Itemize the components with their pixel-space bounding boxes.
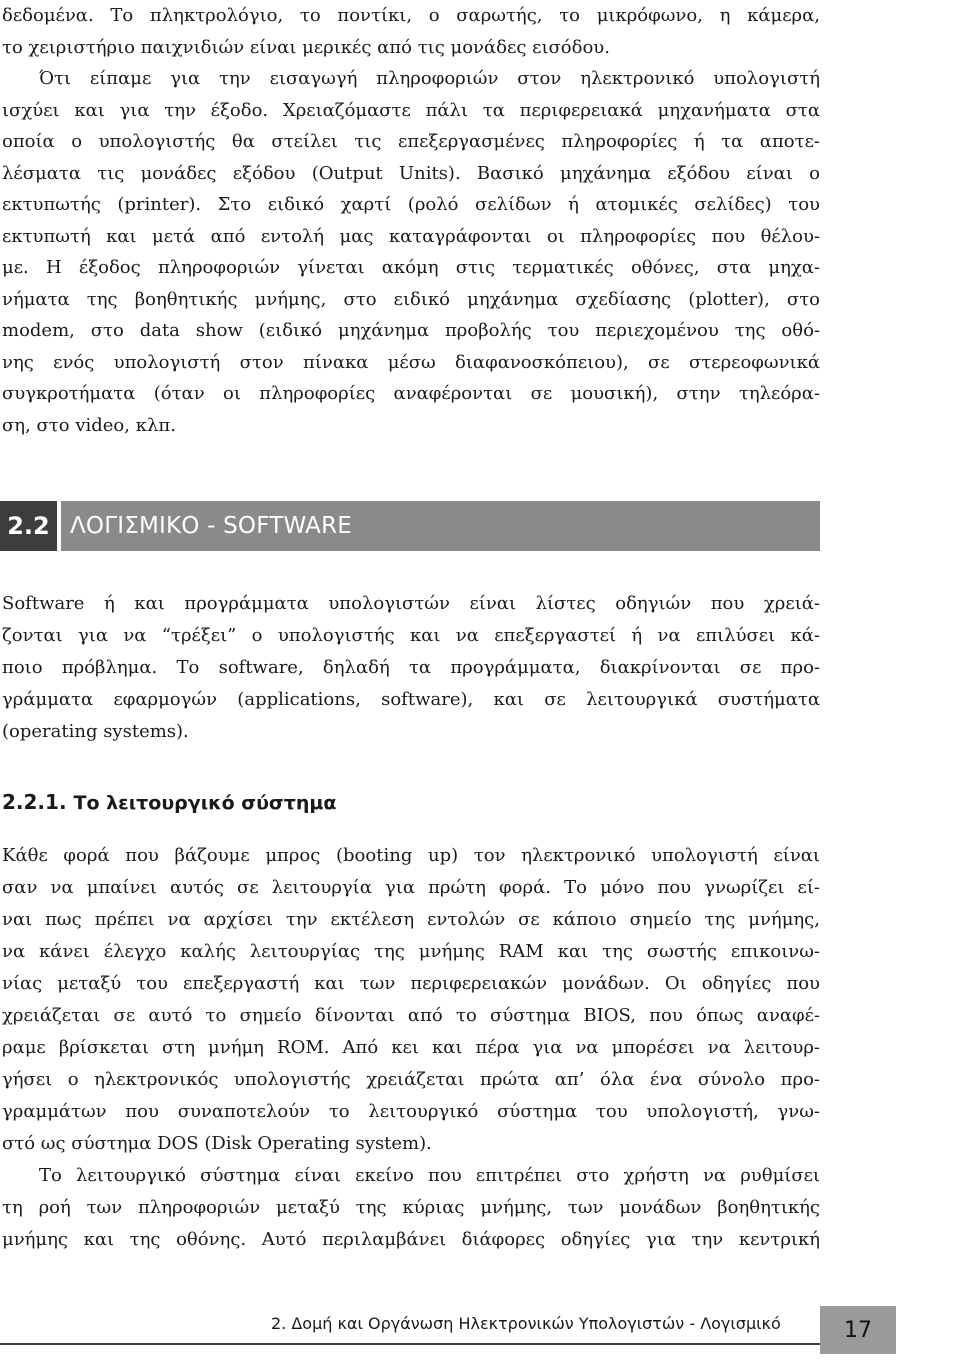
text-line: οποία ο υπολογιστής θα στείλει τις επεξεργασμένες πληροφορίες ή τα αποτε- [2,131,820,152]
text-line: modem, στο data show (ειδικό μηχάνημα προβολής του περιεχομένου της οθό- [2,320,820,341]
text-line: χρειάζεται σε αυτό το σημείο δίνονται από το σύστημα BIOS, που όπως αναφέ- [2,1005,820,1026]
subsection-title: Το λειτουργικό σύστημα [73,792,337,814]
text-line: εκτυπωτή και μετά από εντολή μας καταγράφονται οι πληροφορίες που θέλου- [2,225,820,247]
text-line: Το λειτουργικό σύστημα είναι εκείνο που επιτρέπει στο χρήστη να ρυθμίσει [39,1165,820,1186]
text-line: ποιο πρόβλημα. Το software, δηλαδή τα προγράμματα, διακρίνονται σε προ- [2,657,820,678]
text-line: Software ή και προγράμματα υπολογιστών είναι λίστες οδηγιών που χρειά- [2,593,820,614]
text-line: νίας μεταξύ του επεξεργαστή και των περιφερειακών μονάδων. Οι οδηγίες που [2,973,820,994]
text-line: σαν να μπαίνει αυτός σε λειτουργία για πρώτη φορά. Το μόνο που γνωρίζει εί- [2,877,820,898]
text-line: νης ενός υπολογιστή στον πίνακα μέσω διαφανοσκόπειου), σε στερεοφωνικά [2,351,820,373]
section-heading-bar [0,501,820,551]
text-line: γήσει ο ηλεκτρονικός υπολογιστής χρειάζεται πρώτα απ’ όλα ένα σύνολο προ- [2,1069,820,1090]
subsection-heading [2,790,336,814]
text-line: στό ως σύστημα DOS (Disk Operating system). [2,1133,432,1154]
text-line: Κάθε φορά που βάζουμε μπρος (booting up) τον ηλεκτρονικό υπολογιστή είναι [2,845,820,866]
text-line: ζονται για να “τρέξει” ο υπολογιστής και να επεξεργαστεί ή να επιλύσει κά- [2,625,820,646]
text-line: ση, στο video, κλπ. [2,414,176,436]
text-line: το χειριστήριο παιχνιδιών είναι μερικές από τις μονάδες εισόδου. [2,36,610,58]
text-line: συγκροτήματα (όταν οι πληροφορίες αναφέρονται σε μουσική), στην τηλεόρα- [2,383,820,404]
text-line: λέσματα τις μονάδες εξόδου (Output Units). Βασικό μηχάνημα εξόδου είναι ο [2,162,820,184]
text-line: ραμε βρίσκεται στη μνήμη ROM. Από κει και πέρα για να μπορέσει να λειτουρ- [2,1037,820,1058]
section-number: 2.2 [0,501,57,551]
text-line: (operating systems). [2,721,189,742]
page-number: 17 [820,1306,896,1354]
text-line: με. Η έξοδος πληροφοριών γίνεται ακόμη στις τερματικές οθόνες, στα μηχα- [2,257,820,278]
text-line: μνήμης και της οθόνης. Αυτό περιλαμβάνει διάφορες οδηγίες για την κεντρική [2,1229,820,1250]
running-footer-title: 2. Δομή και Οργάνωση Ηλεκτρονικών Υπολογιστών - Λογισμικό [271,1314,781,1333]
paragraph-output-devices [2,0,820,441]
paragraph-software-definition [2,588,820,748]
text-line: δεδομένα. Το πληκτρολόγιο, το ποντίκι, ο σαρωτής, το μικρόφωνο, η κάμερα, [2,5,820,26]
paragraph-operating-system [2,840,820,1256]
footer-rule [0,1343,820,1345]
text-line: να κάνει έλεγχο καλής λειτουργίας της μνήμης RAM και της σωστής επικοινω- [2,941,820,962]
text-line: τη ροή των πληροφοριών μεταξύ της κύριας μνήμης, των μονάδων βοηθητικής [2,1197,820,1218]
text-line: νήματα της βοηθητικής μνήμης, στο ειδικό μηχάνημα σχεδίασης (plotter), στο [2,288,820,310]
text-line: γραμμάτων που συναποτελούν το λειτουργικό σύστημα του υπολογιστή, γνω- [2,1101,820,1122]
text-line: εκτυπωτής (printer). Στο ειδικό χαρτί (ρολό σελίδων ή ατομικές σελίδες) του [2,194,820,215]
text-line: γράμματα εφαρμογών (applications, software), και σε λειτουργικά συστήματα [2,689,820,710]
text-line: Ότι είπαμε για την εισαγωγή πληροφοριών στον ηλεκτρονικό υπολογιστή [39,68,820,89]
text-line: ναι πως πρέπει να αρχίσει την εκτέλεση εντολών σε κάποιο σημείο της μνήμης, [2,909,820,930]
subsection-number: 2.2.1. [2,790,67,814]
text-line: ισχύει και για την έξοδο. Χρειαζόμαστε πάλι τα περιφερειακά μηχανήματα στα [2,99,820,121]
section-title: ΛΟΓΙΣΜΙΚΟ - SOFTWARE [70,513,353,539]
